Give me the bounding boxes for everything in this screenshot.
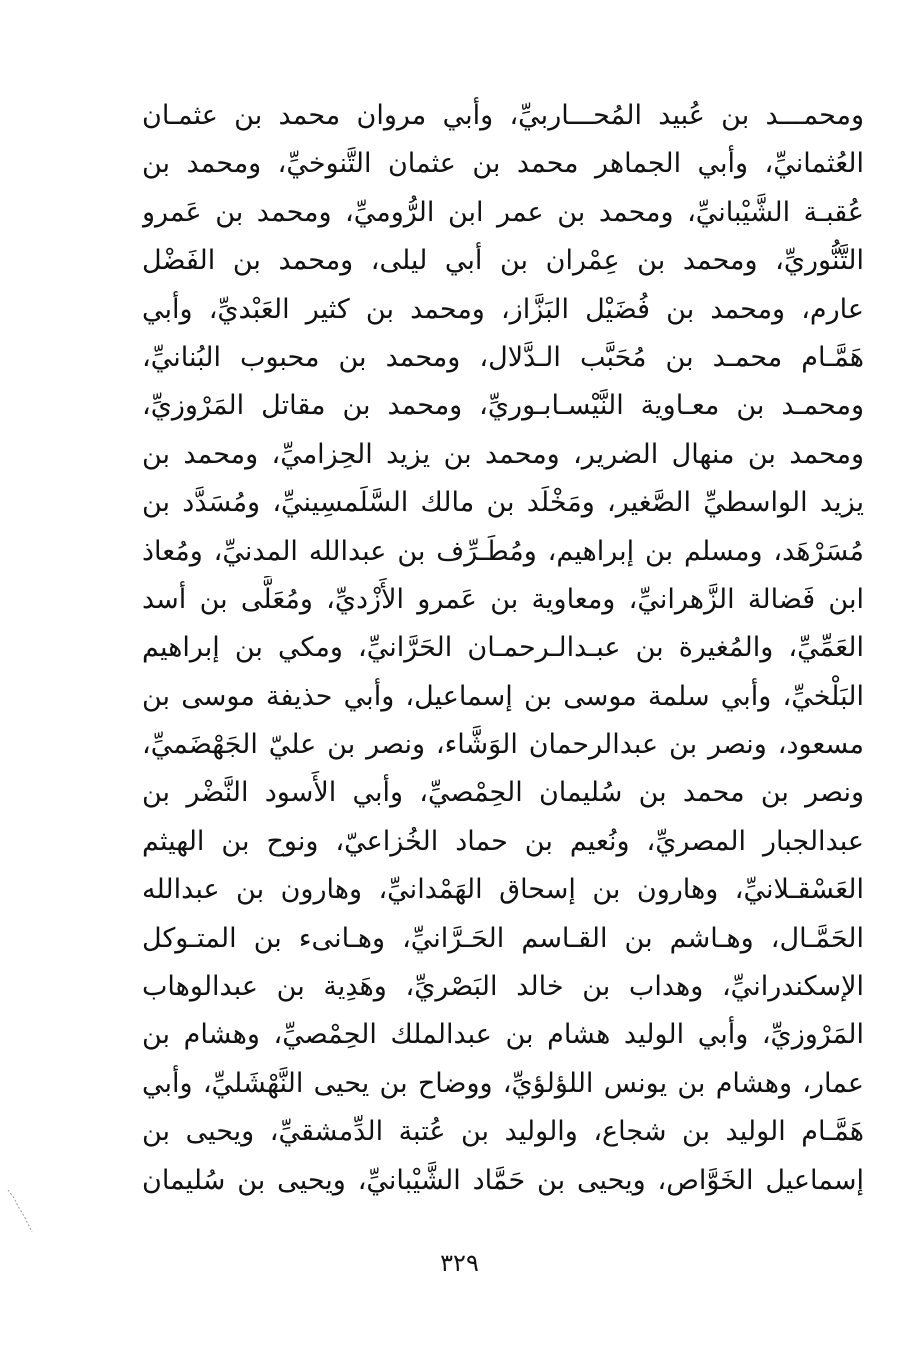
- text-line-7: ومحمـد بن معـاوية النَّيْسـابـوريِّ، ومحمد بن مقاتل المَرْوزيِّ،: [142, 390, 864, 422]
- text-line-8: ومحمد بن منهال الضرير، ومحمد بن يزيد الحِزاميِّ، ومحمد بن: [142, 438, 864, 470]
- text-line-23: إسماعيل الخَوَّاص، ويحيى بن حَمَّاد الشَّيْبانيِّ، ويحيى بن سُليمان: [142, 1164, 864, 1196]
- text-line-13: البَلْخيِّ، وأبي سلمة موسى بن إسماعيل، وأبي حذيفة موسى بن: [142, 680, 864, 712]
- text-line-22: هَمَّـام الوليد بن شجاع، والوليد بن عُتبة الدِّمشقيِّ، ويحيى بن: [142, 1116, 864, 1148]
- text-line-5: عارم، ومحمد بن فُضَيْل البَزَّاز، ومحمد بن كثير العَبْديِّ، وأبي: [142, 293, 864, 325]
- text-line-6: هَمَّـام محمـد بن مُحَبَّب الـدَّلال، ومحمد بن محبوب البُنانيِّ،: [142, 341, 864, 373]
- text-line-2: العُثمانيِّ، وأبي الجماهر محمد بن عثمان التَّنوخيِّ، ومحمد بن: [142, 148, 864, 180]
- text-line-14: مسعود، ونصر بن عبدالرحمان الوَشَّاء، ونصر بن عليّ الجَهْضَميِّ،: [142, 729, 864, 761]
- text-line-17: العَسْقـلانيِّ، وهارون بن إسحاق الهَمْدانيِّ، وهارون بن عبدالله: [142, 874, 864, 906]
- text-line-12: العَمِّيِّ، والمُغيرة بن عبـدالـرحمـان الحَرَّانيِّ، ومكي بن إبراهيم: [142, 632, 864, 664]
- text-line-4: التَّنُّوريِّ، ومحمد بن عِمْران بن أبي ليلى، ومحمد بن الفَضْل: [142, 245, 864, 277]
- text-line-19: الإسكندرانيِّ، وهداب بن خالد البَصْريِّ، وهَدِية بن عبدالوهاب: [142, 971, 864, 1003]
- text-line-11: ابن فَضالة الزَّهرانيِّ، ومعاوية بن عَمرو الأَزْديِّ، ومُعَلَّى بن أسد: [142, 583, 864, 615]
- text-line-15: ونصر بن محمد بن سُليمان الحِمْصيِّ، وأبي الأَسود النَّضْر بن: [142, 777, 864, 809]
- text-line-16: عبدالجبار المصريِّ، ونُعيم بن حماد الخُزاعيّ، ونوح بن الهيثم: [142, 825, 864, 857]
- page-number: ٣٢٩: [440, 1249, 479, 1277]
- text-line-3: عُقبـة الشَّيْبانيِّ، ومحمد بن عمر ابن الرُّوميِّ، ومحمد بن عَمرو: [142, 196, 864, 228]
- body-text: [142, 92, 864, 1205]
- text-line-21: عمار، وهشام بن يونس اللؤلؤيِّ، ووضاح بن يحيى النَّهْشَليِّ، وأبي: [142, 1067, 864, 1099]
- text-line-10: مُسَرْهَد، ومسلم بن إبراهيم، ومُطَـرِّف بن عبدالله المدنيِّ، ومُعاذ: [142, 535, 864, 567]
- text-line-18: الحَمَّـال، وهـاشم بن القـاسم الحَـرَّانيِّ، وهـانىء بن المتـوكل: [142, 922, 864, 954]
- text-line-9: يزيد الواسطيِّ الصَّغير، ومَخْلَد بن مالك السَّلَمسِينيِّ، ومُسَدَّد بن: [142, 487, 864, 519]
- scan-edge-mark: [6, 1188, 36, 1236]
- text-line-1: ومحمـــد بن عُبيد المُحـــاربيِّ، وأبي مروان محمد بن عثمـان: [142, 100, 864, 131]
- text-line-20: المَرْوزيِّ، وأبي الوليد هشام بن عبدالملك الحِمْصيِّ، وهشام بن: [142, 1019, 864, 1051]
